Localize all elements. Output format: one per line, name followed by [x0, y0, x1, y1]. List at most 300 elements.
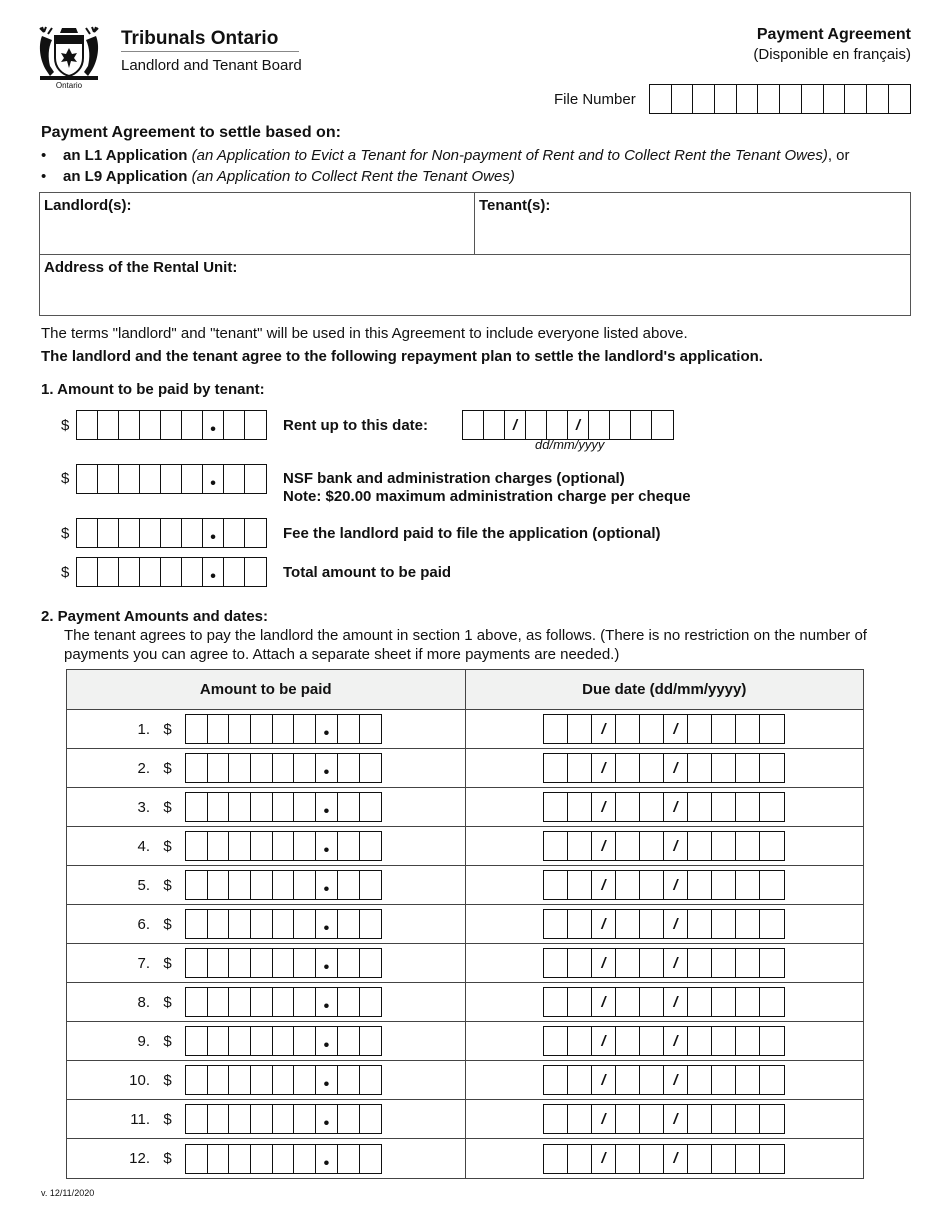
digit-cell[interactable] — [186, 910, 208, 938]
digit-cell[interactable] — [208, 754, 230, 782]
date-digit-cell[interactable] — [688, 949, 712, 977]
date-digit-cell[interactable] — [568, 910, 592, 938]
date-separator-cell[interactable]: / — [592, 1066, 616, 1094]
digit-cell[interactable] — [186, 832, 208, 860]
date-digit-cell[interactable] — [544, 988, 568, 1016]
payment-due-date-field[interactable] — [543, 1065, 785, 1095]
date-digit-cell[interactable] — [712, 793, 736, 821]
date-digit-cell[interactable] — [760, 832, 784, 860]
digit-cell[interactable] — [229, 1066, 251, 1094]
decimal-point-cell[interactable]: • — [316, 1105, 338, 1133]
date-separator-cell[interactable]: / — [592, 910, 616, 938]
digit-cell[interactable] — [251, 793, 273, 821]
digit-cell[interactable] — [251, 754, 273, 782]
decimal-point-cell[interactable]: • — [316, 910, 338, 938]
date-digit-cell[interactable] — [640, 949, 664, 977]
date-digit-cell[interactable] — [640, 1066, 664, 1094]
digit-cell[interactable] — [251, 715, 273, 743]
digit-cell[interactable] — [251, 871, 273, 899]
digit-cell[interactable] — [251, 910, 273, 938]
digit-cell[interactable] — [208, 832, 230, 860]
payment-due-date-field[interactable] — [543, 909, 785, 939]
date-separator-cell[interactable]: / — [592, 832, 616, 860]
payment-due-date-field[interactable] — [543, 1144, 785, 1174]
payment-due-date-field[interactable] — [543, 792, 785, 822]
date-digit-cell[interactable] — [616, 754, 640, 782]
date-digit-cell[interactable] — [760, 715, 784, 743]
digit-cell[interactable] — [294, 793, 316, 821]
digit-cell[interactable] — [161, 519, 182, 547]
date-separator-cell[interactable]: / — [664, 832, 688, 860]
file-number-digit-cell[interactable] — [650, 85, 672, 113]
digit-cell[interactable] — [77, 411, 98, 439]
date-separator-cell[interactable]: / — [664, 1027, 688, 1055]
digit-cell[interactable] — [245, 519, 266, 547]
date-digit-cell[interactable] — [544, 1066, 568, 1094]
digit-cell[interactable] — [360, 1145, 382, 1173]
payment-amount-field[interactable] — [185, 753, 382, 783]
date-digit-cell[interactable] — [544, 832, 568, 860]
date-digit-cell[interactable] — [736, 910, 760, 938]
date-digit-cell[interactable] — [736, 1145, 760, 1173]
date-separator-cell[interactable]: / — [568, 411, 589, 439]
payment-amount-field[interactable] — [185, 1026, 382, 1056]
digit-cell[interactable] — [251, 988, 273, 1016]
payment-amount-field[interactable] — [185, 792, 382, 822]
payment-amount-field[interactable] — [185, 1104, 382, 1134]
file-number-digit-cell[interactable] — [715, 85, 737, 113]
digit-cell[interactable] — [273, 1105, 295, 1133]
date-digit-cell[interactable] — [760, 1105, 784, 1133]
date-digit-cell[interactable] — [610, 411, 631, 439]
file-number-digit-cell[interactable] — [802, 85, 824, 113]
digit-cell[interactable] — [273, 1027, 295, 1055]
digit-cell[interactable] — [360, 988, 382, 1016]
digit-cell[interactable] — [140, 465, 161, 493]
digit-cell[interactable] — [229, 871, 251, 899]
date-digit-cell[interactable] — [736, 949, 760, 977]
payment-amount-field[interactable] — [185, 831, 382, 861]
date-digit-cell[interactable] — [736, 754, 760, 782]
digit-cell[interactable] — [208, 949, 230, 977]
digit-cell[interactable] — [208, 793, 230, 821]
date-digit-cell[interactable] — [631, 411, 652, 439]
digit-cell[interactable] — [360, 793, 382, 821]
digit-cell[interactable] — [360, 1027, 382, 1055]
decimal-point-cell[interactable]: • — [316, 1027, 338, 1055]
digit-cell[interactable] — [338, 1145, 360, 1173]
digit-cell[interactable] — [77, 465, 98, 493]
date-digit-cell[interactable] — [712, 1027, 736, 1055]
digit-cell[interactable] — [186, 715, 208, 743]
digit-cell[interactable] — [208, 910, 230, 938]
digit-cell[interactable] — [273, 1145, 295, 1173]
digit-cell[interactable] — [360, 1105, 382, 1133]
digit-cell[interactable] — [229, 832, 251, 860]
payment-due-date-field[interactable] — [543, 753, 785, 783]
decimal-point-cell[interactable]: • — [316, 832, 338, 860]
digit-cell[interactable] — [273, 1066, 295, 1094]
date-digit-cell[interactable] — [616, 988, 640, 1016]
date-digit-cell[interactable] — [616, 871, 640, 899]
digit-cell[interactable] — [98, 519, 119, 547]
date-digit-cell[interactable] — [640, 754, 664, 782]
date-digit-cell[interactable] — [688, 1105, 712, 1133]
filing-fee-amount-field[interactable] — [76, 518, 267, 548]
digit-cell[interactable] — [294, 949, 316, 977]
digit-cell[interactable] — [140, 519, 161, 547]
file-number-field[interactable] — [649, 84, 911, 114]
digit-cell[interactable] — [140, 558, 161, 586]
date-digit-cell[interactable] — [640, 1145, 664, 1173]
payment-amount-field[interactable] — [185, 714, 382, 744]
digit-cell[interactable] — [182, 465, 203, 493]
date-digit-cell[interactable] — [640, 871, 664, 899]
digit-cell[interactable] — [229, 988, 251, 1016]
digit-cell[interactable] — [229, 715, 251, 743]
date-digit-cell[interactable] — [688, 1027, 712, 1055]
digit-cell[interactable] — [338, 871, 360, 899]
digit-cell[interactable] — [208, 1105, 230, 1133]
digit-cell[interactable] — [182, 519, 203, 547]
date-digit-cell[interactable] — [688, 871, 712, 899]
payment-amount-field[interactable] — [185, 909, 382, 939]
digit-cell[interactable] — [119, 558, 140, 586]
rent-up-to-date-field[interactable] — [462, 410, 674, 440]
digit-cell[interactable] — [224, 558, 245, 586]
date-separator-cell[interactable]: / — [664, 871, 688, 899]
digit-cell[interactable] — [186, 871, 208, 899]
payment-due-date-field[interactable] — [543, 831, 785, 861]
digit-cell[interactable] — [338, 1066, 360, 1094]
digit-cell[interactable] — [186, 949, 208, 977]
date-digit-cell[interactable] — [544, 871, 568, 899]
date-digit-cell[interactable] — [616, 715, 640, 743]
date-digit-cell[interactable] — [712, 949, 736, 977]
digit-cell[interactable] — [186, 1066, 208, 1094]
digit-cell[interactable] — [229, 1145, 251, 1173]
digit-cell[interactable] — [77, 558, 98, 586]
date-digit-cell[interactable] — [568, 793, 592, 821]
date-digit-cell[interactable] — [640, 988, 664, 1016]
digit-cell[interactable] — [338, 988, 360, 1016]
digit-cell[interactable] — [273, 754, 295, 782]
date-digit-cell[interactable] — [760, 1027, 784, 1055]
date-digit-cell[interactable] — [616, 1105, 640, 1133]
date-digit-cell[interactable] — [640, 910, 664, 938]
digit-cell[interactable] — [360, 1066, 382, 1094]
date-digit-cell[interactable] — [568, 988, 592, 1016]
payment-amount-field[interactable] — [185, 1144, 382, 1174]
date-separator-cell[interactable]: / — [592, 715, 616, 743]
payment-due-date-field[interactable] — [543, 987, 785, 1017]
digit-cell[interactable] — [208, 871, 230, 899]
date-separator-cell[interactable]: / — [664, 1066, 688, 1094]
date-digit-cell[interactable] — [712, 715, 736, 743]
date-digit-cell[interactable] — [736, 793, 760, 821]
digit-cell[interactable] — [273, 832, 295, 860]
date-digit-cell[interactable] — [760, 988, 784, 1016]
date-digit-cell[interactable] — [712, 832, 736, 860]
digit-cell[interactable] — [119, 465, 140, 493]
digit-cell[interactable] — [98, 411, 119, 439]
date-digit-cell[interactable] — [568, 832, 592, 860]
digit-cell[interactable] — [251, 949, 273, 977]
date-digit-cell[interactable] — [589, 411, 610, 439]
digit-cell[interactable] — [161, 411, 182, 439]
file-number-digit-cell[interactable] — [845, 85, 867, 113]
date-digit-cell[interactable] — [712, 871, 736, 899]
digit-cell[interactable] — [186, 754, 208, 782]
digit-cell[interactable] — [208, 1027, 230, 1055]
digit-cell[interactable] — [186, 988, 208, 1016]
digit-cell[interactable] — [273, 871, 295, 899]
date-digit-cell[interactable] — [688, 988, 712, 1016]
digit-cell[interactable] — [224, 411, 245, 439]
date-digit-cell[interactable] — [484, 411, 505, 439]
digit-cell[interactable] — [186, 793, 208, 821]
digit-cell[interactable] — [224, 465, 245, 493]
payment-amount-field[interactable] — [185, 948, 382, 978]
digit-cell[interactable] — [224, 519, 245, 547]
date-digit-cell[interactable] — [544, 949, 568, 977]
digit-cell[interactable] — [245, 465, 266, 493]
decimal-point-cell[interactable]: • — [203, 465, 224, 493]
date-digit-cell[interactable] — [463, 411, 484, 439]
date-digit-cell[interactable] — [688, 754, 712, 782]
file-number-digit-cell[interactable] — [824, 85, 846, 113]
payment-due-date-field[interactable] — [543, 870, 785, 900]
date-separator-cell[interactable]: / — [664, 754, 688, 782]
decimal-point-cell[interactable]: • — [316, 1066, 338, 1094]
date-digit-cell[interactable] — [544, 715, 568, 743]
date-digit-cell[interactable] — [616, 1066, 640, 1094]
date-digit-cell[interactable] — [760, 871, 784, 899]
date-digit-cell[interactable] — [544, 910, 568, 938]
digit-cell[interactable] — [119, 519, 140, 547]
payment-amount-field[interactable] — [185, 987, 382, 1017]
date-digit-cell[interactable] — [526, 411, 547, 439]
digit-cell[interactable] — [294, 988, 316, 1016]
decimal-point-cell[interactable]: • — [316, 988, 338, 1016]
decimal-point-cell[interactable]: • — [316, 715, 338, 743]
payment-due-date-field[interactable] — [543, 1026, 785, 1056]
digit-cell[interactable] — [251, 1027, 273, 1055]
date-digit-cell[interactable] — [760, 949, 784, 977]
digit-cell[interactable] — [208, 988, 230, 1016]
date-digit-cell[interactable] — [712, 754, 736, 782]
date-digit-cell[interactable] — [568, 949, 592, 977]
date-digit-cell[interactable] — [688, 1066, 712, 1094]
payment-due-date-field[interactable] — [543, 948, 785, 978]
digit-cell[interactable] — [229, 949, 251, 977]
digit-cell[interactable] — [186, 1145, 208, 1173]
digit-cell[interactable] — [273, 715, 295, 743]
decimal-point-cell[interactable]: • — [316, 1145, 338, 1173]
date-separator-cell[interactable]: / — [592, 988, 616, 1016]
date-digit-cell[interactable] — [760, 754, 784, 782]
date-digit-cell[interactable] — [568, 871, 592, 899]
payment-due-date-field[interactable] — [543, 1104, 785, 1134]
date-digit-cell[interactable] — [760, 1066, 784, 1094]
payment-amount-field[interactable] — [185, 1065, 382, 1095]
date-digit-cell[interactable] — [712, 1145, 736, 1173]
digit-cell[interactable] — [273, 793, 295, 821]
date-separator-cell[interactable]: / — [664, 910, 688, 938]
digit-cell[interactable] — [338, 832, 360, 860]
digit-cell[interactable] — [161, 465, 182, 493]
date-digit-cell[interactable] — [652, 411, 673, 439]
decimal-point-cell[interactable]: • — [316, 949, 338, 977]
date-separator-cell[interactable]: / — [664, 715, 688, 743]
date-digit-cell[interactable] — [712, 1105, 736, 1133]
digit-cell[interactable] — [98, 465, 119, 493]
file-number-digit-cell[interactable] — [672, 85, 694, 113]
digit-cell[interactable] — [294, 910, 316, 938]
date-separator-cell[interactable]: / — [664, 949, 688, 977]
date-digit-cell[interactable] — [640, 1105, 664, 1133]
digit-cell[interactable] — [161, 558, 182, 586]
digit-cell[interactable] — [294, 832, 316, 860]
date-digit-cell[interactable] — [568, 754, 592, 782]
date-digit-cell[interactable] — [736, 988, 760, 1016]
date-digit-cell[interactable] — [712, 988, 736, 1016]
digit-cell[interactable] — [229, 1105, 251, 1133]
date-separator-cell[interactable]: / — [664, 988, 688, 1016]
decimal-point-cell[interactable]: • — [316, 793, 338, 821]
digit-cell[interactable] — [338, 715, 360, 743]
digit-cell[interactable] — [294, 1027, 316, 1055]
date-separator-cell[interactable]: / — [664, 1145, 688, 1173]
digit-cell[interactable] — [186, 1027, 208, 1055]
date-digit-cell[interactable] — [688, 832, 712, 860]
date-digit-cell[interactable] — [547, 411, 568, 439]
digit-cell[interactable] — [338, 1027, 360, 1055]
digit-cell[interactable] — [360, 871, 382, 899]
payment-amount-field[interactable] — [185, 870, 382, 900]
file-number-digit-cell[interactable] — [780, 85, 802, 113]
date-digit-cell[interactable] — [640, 1027, 664, 1055]
date-digit-cell[interactable] — [712, 910, 736, 938]
date-digit-cell[interactable] — [736, 832, 760, 860]
file-number-digit-cell[interactable] — [889, 85, 911, 113]
digit-cell[interactable] — [338, 793, 360, 821]
rent-owing-amount-field[interactable] — [76, 410, 267, 440]
date-digit-cell[interactable] — [616, 1027, 640, 1055]
digit-cell[interactable] — [360, 832, 382, 860]
digit-cell[interactable] — [140, 411, 161, 439]
date-digit-cell[interactable] — [640, 715, 664, 743]
date-digit-cell[interactable] — [544, 1105, 568, 1133]
digit-cell[interactable] — [208, 1066, 230, 1094]
date-digit-cell[interactable] — [616, 1145, 640, 1173]
date-digit-cell[interactable] — [760, 1145, 784, 1173]
date-digit-cell[interactable] — [568, 1105, 592, 1133]
date-separator-cell[interactable]: / — [592, 754, 616, 782]
digit-cell[interactable] — [229, 1027, 251, 1055]
digit-cell[interactable] — [98, 558, 119, 586]
digit-cell[interactable] — [294, 871, 316, 899]
date-separator-cell[interactable]: / — [592, 1145, 616, 1173]
decimal-point-cell[interactable]: • — [203, 411, 224, 439]
nsf-charges-amount-field[interactable] — [76, 464, 267, 494]
digit-cell[interactable] — [294, 1145, 316, 1173]
digit-cell[interactable] — [229, 754, 251, 782]
date-separator-cell[interactable]: / — [664, 793, 688, 821]
digit-cell[interactable] — [360, 715, 382, 743]
digit-cell[interactable] — [182, 558, 203, 586]
date-digit-cell[interactable] — [736, 871, 760, 899]
date-separator-cell[interactable]: / — [505, 411, 526, 439]
date-separator-cell[interactable]: / — [592, 1027, 616, 1055]
date-separator-cell[interactable]: / — [592, 871, 616, 899]
date-digit-cell[interactable] — [568, 715, 592, 743]
digit-cell[interactable] — [273, 988, 295, 1016]
digit-cell[interactable] — [245, 411, 266, 439]
date-digit-cell[interactable] — [544, 1145, 568, 1173]
date-digit-cell[interactable] — [616, 949, 640, 977]
file-number-digit-cell[interactable] — [867, 85, 889, 113]
digit-cell[interactable] — [273, 949, 295, 977]
date-separator-cell[interactable]: / — [592, 949, 616, 977]
digit-cell[interactable] — [273, 910, 295, 938]
digit-cell[interactable] — [229, 910, 251, 938]
date-digit-cell[interactable] — [640, 793, 664, 821]
digit-cell[interactable] — [208, 715, 230, 743]
digit-cell[interactable] — [338, 754, 360, 782]
digit-cell[interactable] — [251, 832, 273, 860]
decimal-point-cell[interactable]: • — [203, 558, 224, 586]
date-digit-cell[interactable] — [568, 1145, 592, 1173]
rental-address-field[interactable] — [40, 255, 910, 316]
digit-cell[interactable] — [251, 1145, 273, 1173]
digit-cell[interactable] — [294, 715, 316, 743]
digit-cell[interactable] — [338, 1105, 360, 1133]
digit-cell[interactable] — [251, 1066, 273, 1094]
digit-cell[interactable] — [360, 949, 382, 977]
digit-cell[interactable] — [338, 949, 360, 977]
digit-cell[interactable] — [360, 910, 382, 938]
date-digit-cell[interactable] — [688, 910, 712, 938]
digit-cell[interactable] — [245, 558, 266, 586]
date-digit-cell[interactable] — [568, 1027, 592, 1055]
date-digit-cell[interactable] — [688, 1145, 712, 1173]
landlord-field[interactable] — [40, 193, 475, 254]
date-digit-cell[interactable] — [616, 832, 640, 860]
digit-cell[interactable] — [294, 1066, 316, 1094]
date-digit-cell[interactable] — [616, 910, 640, 938]
digit-cell[interactable] — [182, 411, 203, 439]
date-digit-cell[interactable] — [616, 793, 640, 821]
digit-cell[interactable] — [208, 1145, 230, 1173]
date-digit-cell[interactable] — [640, 832, 664, 860]
digit-cell[interactable] — [229, 793, 251, 821]
date-separator-cell[interactable]: / — [592, 793, 616, 821]
date-digit-cell[interactable] — [760, 793, 784, 821]
digit-cell[interactable] — [338, 910, 360, 938]
decimal-point-cell[interactable]: • — [316, 871, 338, 899]
date-separator-cell[interactable]: / — [664, 1105, 688, 1133]
tenant-field[interactable] — [475, 193, 910, 254]
date-digit-cell[interactable] — [568, 1066, 592, 1094]
date-digit-cell[interactable] — [688, 793, 712, 821]
digit-cell[interactable] — [360, 754, 382, 782]
date-digit-cell[interactable] — [544, 793, 568, 821]
file-number-digit-cell[interactable] — [737, 85, 759, 113]
date-digit-cell[interactable] — [760, 910, 784, 938]
date-digit-cell[interactable] — [544, 754, 568, 782]
date-separator-cell[interactable]: / — [592, 1105, 616, 1133]
